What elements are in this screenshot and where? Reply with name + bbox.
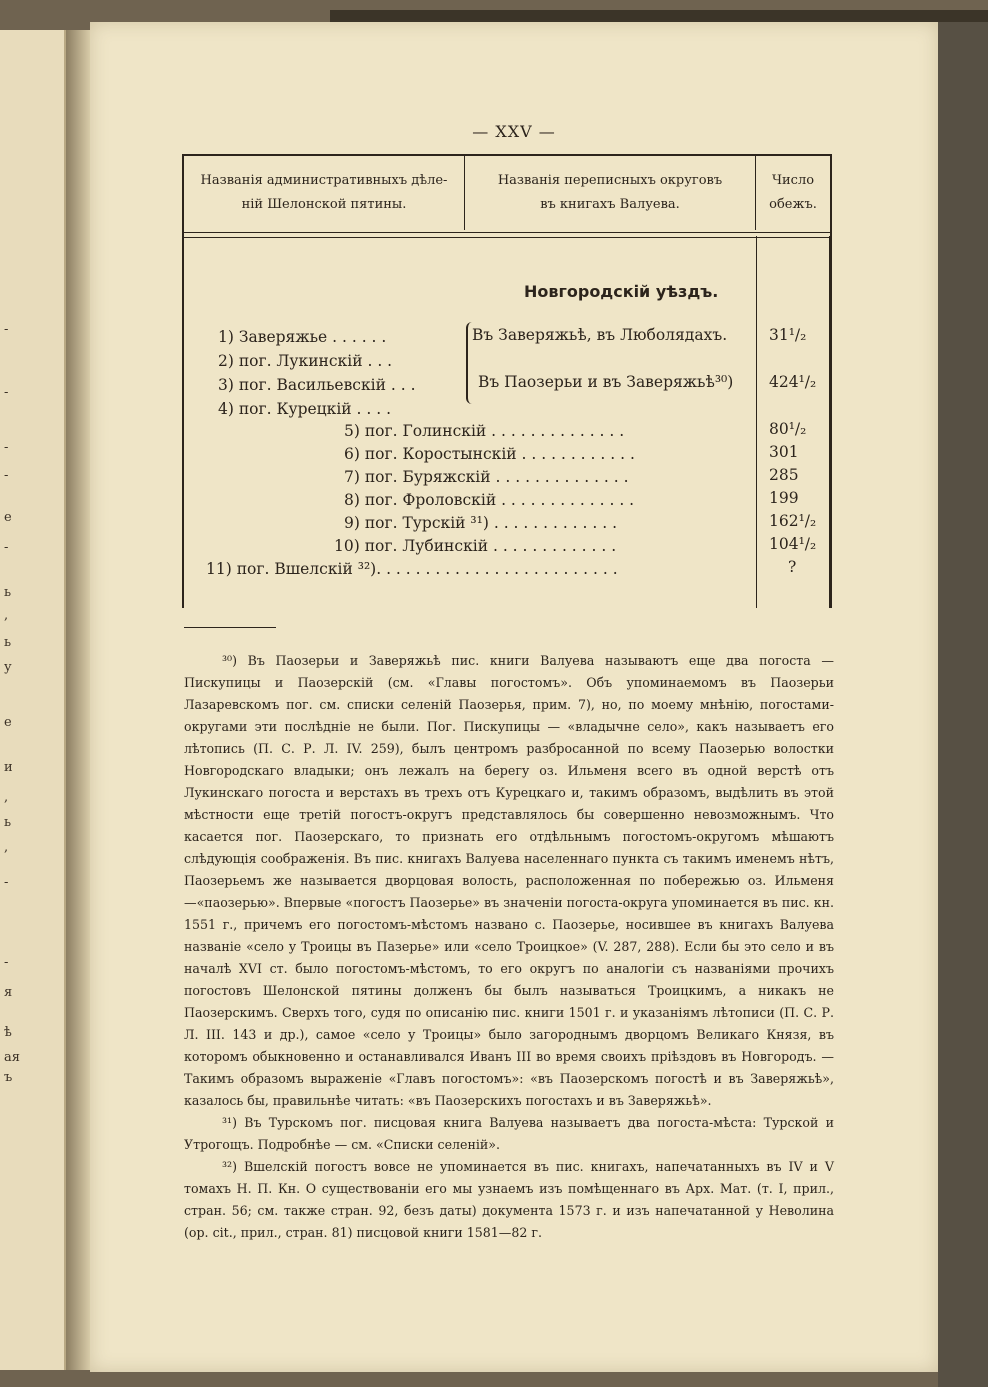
table-row: 3) пог. Васильевскій . . . — [218, 376, 416, 394]
left-page-fragment: ъ — [4, 1070, 13, 1085]
table-row: 1) Заверяжье . . . . . . — [218, 328, 387, 346]
left-page-fragment: , — [4, 790, 9, 805]
table-row: 8) пог. Фроловскій . . . . . . . . . . . . . . — [344, 491, 635, 509]
header-count: Число обежъ. — [769, 173, 817, 212]
table-row: 6) пог. Коростынскій . . . . . . . . . . . . — [344, 445, 635, 463]
table-row-count: 31¹/₂ — [769, 326, 807, 344]
header-double-rule — [184, 232, 830, 238]
table-row-count: ? — [788, 558, 797, 576]
left-page-fragment: - — [4, 468, 9, 483]
book-gutter — [66, 30, 90, 1370]
left-page-fragment: , — [4, 608, 9, 623]
header-districts: Названія переписныхъ округовъ въ книгахъ Валуева. — [465, 156, 756, 230]
left-page-fragment: я — [4, 985, 13, 1000]
right-rule — [829, 236, 830, 608]
left-page-fragment: - — [4, 322, 9, 337]
left-page-fragment: ь — [4, 635, 12, 650]
left-page-fragment: ѣ — [4, 1025, 12, 1040]
page-number: — XXV — — [472, 122, 556, 141]
table-row-district: Въ Заверяжьѣ, въ Люболядахъ. — [472, 326, 728, 344]
table-row: 9) пог. Турскій ³¹) . . . . . . . . . . . . . — [344, 514, 618, 532]
table-row-count: 104¹/₂ — [769, 535, 817, 553]
footnote-32: ³²) Вшелскій погостъ вовсе не упоминается въ пис. книгахъ, напечатанныхъ въ IV и V томахъ Н. П. Кн. О существованіи его мы узнаемъ изъ помѣщеннаго въ Арх. Мат. (т. I, прил., стран. 56; см. также стран. 92, безъ даты) документа 1573 г. и изъ напечатанной у Неволина (op. cit., прил., стран. 81) писцовой книги 1581—82 г. — [184, 1159, 834, 1240]
left-page-fragment: и — [4, 760, 13, 775]
book-page — [90, 22, 938, 1372]
left-page-fragment: ая — [4, 1050, 20, 1065]
table-row: 10) пог. Лубинскій . . . . . . . . . . . . . — [334, 537, 617, 555]
footnote-30: ³⁰) Въ Паозерьи и Заверяжьѣ пис. книги Валуева называютъ еще два погоста — Пискупицы и Паозерскій (см. «Главы погостомъ». Объ упоминаемомъ въ Паозерьи Лазаревскомъ пог. см. списки селеній Паозерья, прим. 7), но, по моему мнѣнію, погостами-округами эти послѣдніе не были. Пог. Пискупицы — «владычне село», какъ называетъ его лѣтопись (П. С. Р. Л. IV. 259), былъ центромъ разбросанной по всему Паозерью волостки Новгородскаго владыки; онъ лежалъ на берегу оз. Ильменя всего въ одной верстѣ отъ Лукинскаго погоста и верстахъ въ трехъ отъ Курецкаго и, такимъ образомъ, выдѣлить въ этой мѣстности еще третій погостъ-округъ представлялось бы совершенно невозможнымъ. Что касается пог. Паозерскаго, то признать его отдѣльнымъ погостомъ-округомъ мѣшаютъ слѣдующія соображенія. Въ пис. книгахъ Валуева населеннаго пункта съ такимъ именемъ нѣтъ, Паозерьемъ же называется дворцовая волость, расположенная по побережью оз. Ильменя—«паозерью». Впервые «погостъ Паозерье» въ значеніи погоста-округа упоминается въ пис. кн. 1551 г., причемъ его погостомъ-мѣстомъ названо с. Паозерье, носившее въ книгахъ Валуева названіе «село у Троицы въ Пазерье» или «село Троицкое» (V. 287, 288). Если бы это село и въ началѣ XVI ст. было погостомъ-мѣстомъ, то его округъ по аналогіи съ названіями прочихъ погостовъ Шелонской пятины долженъ бы былъ называться Троицкимъ, а никакъ не Паозерскимъ. Сверхъ того, судя по описанію пис. книги 1501 г. и указаніямъ лѣтописи (П. С. Р. Л. III. 143 и др.), самое «село у Троицы» было загороднымъ дворцомъ Великаго Князя, въ которомъ обыкновенно и останавливался Иванъ III во время своихъ пріѣздовъ въ Новгородъ. — Такимъ образомъ выраженіе «Главъ погостомъ»: «въ Паозерскомъ погостѣ и въ Заверяжьѣ», казалось бы, правильнѣе читать: «въ Паозерскихъ погостахъ и въ Заверяжьѣ». — [184, 653, 834, 1108]
left-page-edge — [0, 30, 66, 1370]
left-page-fragment: - — [4, 875, 9, 890]
table-row: 5) пог. Голинскій . . . . . . . . . . . . . . — [344, 422, 625, 440]
table-row: 11) пог. Вшелскій ³²). . . . . . . . . . . . . . . . . . . . . . . . . — [206, 560, 618, 578]
table-row-district: Въ Паозерьи и въ Заверяжьѣ³⁰) — [478, 373, 734, 391]
left-page-fragment: - — [4, 955, 9, 970]
left-page-fragment: ь — [4, 585, 12, 600]
table-row-count: 424¹/₂ — [769, 373, 817, 391]
section-title: Новгородскій уѣздъ. — [524, 282, 719, 301]
brace — [466, 322, 476, 404]
left-page-fragment: , — [4, 840, 9, 855]
table-row-count: 301 — [769, 443, 799, 461]
footnote-separator — [184, 627, 276, 628]
left-page-fragment: - — [4, 540, 9, 555]
left-page-fragment: - — [4, 440, 9, 455]
column-rule — [756, 236, 757, 608]
table-row: 2) пог. Лукинскій . . . — [218, 352, 393, 370]
footnotes — [184, 650, 834, 1244]
table-row: 7) пог. Буряжскій . . . . . . . . . . . . . . — [344, 468, 629, 486]
left-page-fragment: е — [4, 715, 12, 730]
header-divisions: Названія административныхъ дѣле- ній Шелонской пятины. — [184, 156, 465, 230]
left-page-fragment: ь — [4, 815, 12, 830]
footnote-31: ³¹) Въ Турскомъ пог. писцовая книга Валуева называетъ два погоста-мѣста: Турской и Утрогощъ. Подробнѣе — см. «Списки селеній». — [184, 1115, 834, 1152]
table-row-count: 162¹/₂ — [769, 512, 817, 530]
table-row: 4) пог. Курецкій . . . . — [218, 400, 392, 418]
table-row-count: 199 — [769, 489, 799, 507]
left-page-fragment: е — [4, 510, 12, 525]
districts-table — [182, 154, 832, 608]
table-row-count: 285 — [769, 466, 799, 484]
cover-edge-right — [938, 22, 988, 1387]
left-page-fragment: - — [4, 385, 9, 400]
left-page-fragment: у — [4, 660, 12, 675]
table-row-count: 80¹/₂ — [769, 420, 807, 438]
